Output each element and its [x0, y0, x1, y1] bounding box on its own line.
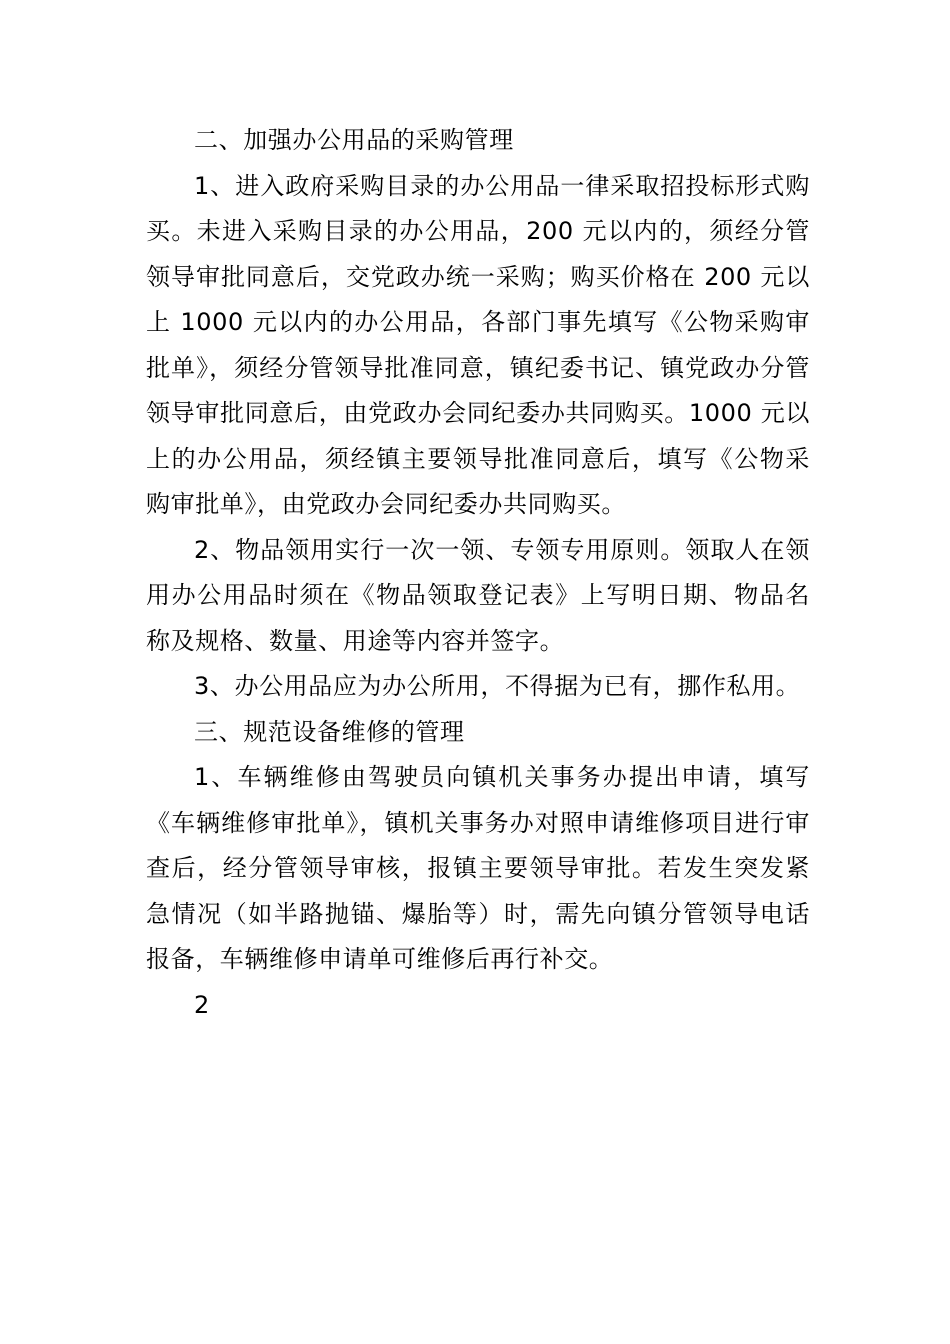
page-number: 2 — [194, 990, 210, 1019]
document-body — [146, 118, 810, 1028]
section-heading-maintenance: 三、规范设备维修的管理 — [194, 717, 465, 746]
paragraph-procurement-rule-1: 1、进入政府采购目录的办公用品一律采取招投标形式购买。未进入采购目录的办公用品，200 元以内的，须经分管领导审批同意后，交党政办统一采购；购买价格在 200 元以上 1000 元以内的办公用品，各部门事先填写《公物采购审批单》，须经分管领导批准同意，镇纪委书记、镇党政办分管领导审批同意后，由党政办会同纪委办共同购买。1000 元以上的办公用品，须经镇主要领导批准同意后，填写《公物采购审批单》，由党政办会同纪委办共同购买。 — [146, 171, 810, 518]
section-heading-procurement: 二、加强办公用品的采购管理 — [194, 126, 514, 154]
paragraph-procurement-rule-2: 2、物品领用实行一次一领、专领专用原则。领取人在领用办公用品时须在《物品领取登记表》上写明日期、物品名称及规格、数量、用途等内容并签字。 — [146, 535, 810, 655]
paragraph-maintenance-rule-1: 1、车辆维修由驾驶员向镇机关事务办提出申请，填写《车辆维修审批单》，镇机关事务办对照申请维修项目进行审查后，经分管领导审核，报镇主要领导审批。若发生突发紧急情况（如半路抛锚、爆胎等）时，需先向镇分管领导电话报备，车辆维修申请单可维修后再行补交。 — [146, 763, 810, 973]
paragraph-procurement-rule-3: 3、办公用品应为办公所用，不得据为已有，挪作私用。 — [194, 672, 801, 700]
